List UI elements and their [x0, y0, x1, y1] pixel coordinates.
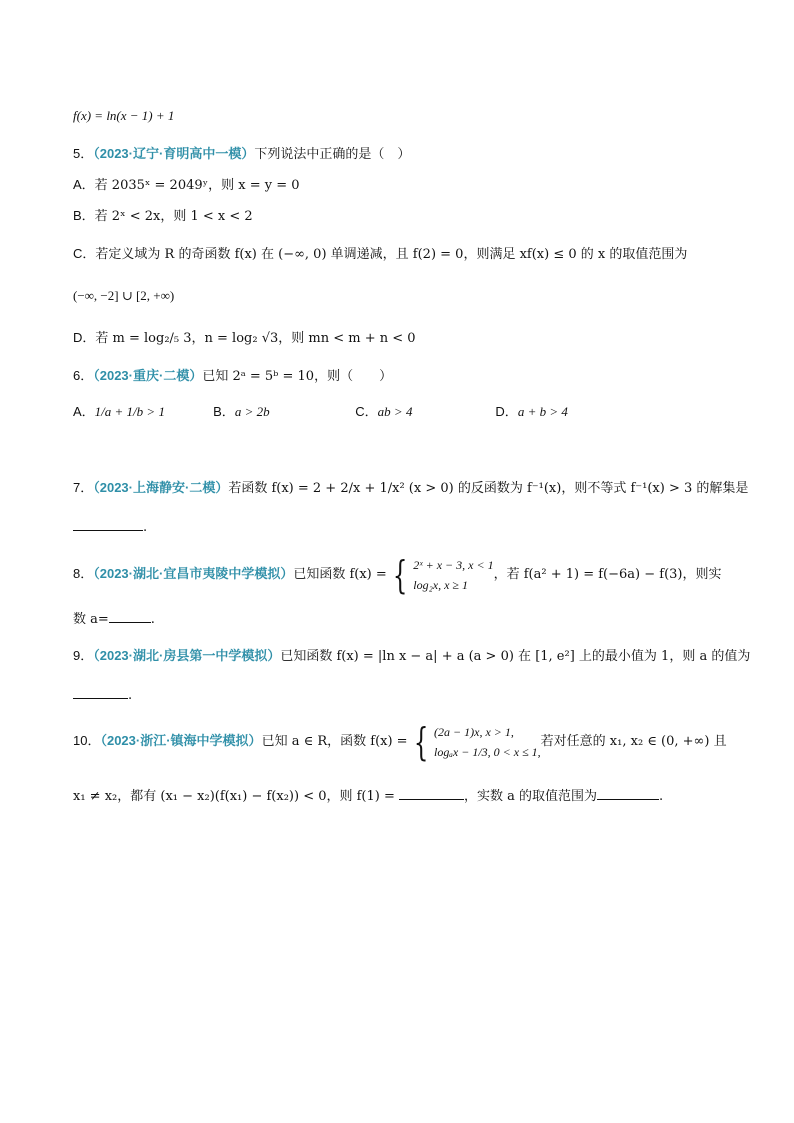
question-text: 已知函数 f(x) =: [293, 567, 387, 582]
piece-2: logₐx − 1/3, 0 < x ≤ 1,: [434, 744, 541, 759]
question-9-answer-line: [73, 686, 132, 705]
question-text: 已知函数 f(x) = |ln x − a| + a (a > 0) 在 [1, e²] 上的最小值为 1，则 a 的值为: [280, 649, 751, 664]
top-formula: f(x) = ln(x − 1) + 1: [73, 108, 175, 123]
question-source: （2023·上海静安·二模）: [93, 480, 229, 495]
brace-icon: {: [413, 719, 429, 764]
question-5-option-a: [73, 176, 300, 195]
period: .: [143, 520, 148, 535]
question-number: 8．: [73, 566, 94, 581]
question-text: 下列说法中正确的是（ ）: [254, 147, 411, 162]
option-b: [213, 403, 351, 422]
question-9-stem: [73, 647, 750, 666]
option-d: [495, 403, 567, 422]
question-8-stem: [73, 553, 721, 595]
question-5-option-d: [73, 329, 416, 348]
question-7-stem: [73, 479, 748, 498]
question-number: 7．: [73, 480, 94, 495]
option-text: a > 2b: [234, 404, 270, 419]
piecewise-definition: [413, 555, 493, 595]
option-a: [73, 403, 209, 422]
option-text: 若 2035ˣ = 2049ʸ，则 x = y = 0: [94, 178, 300, 193]
question-text: 已知 2ᵃ = 5ᵇ = 10，则（ ）: [202, 369, 393, 384]
question-number: 9．: [73, 648, 94, 663]
option-label: B．: [213, 404, 235, 419]
option-label: C．: [355, 404, 378, 419]
question-text: 已知 a ∈ R，函数 f(x) =: [261, 734, 408, 749]
answer-blank-f1[interactable]: [399, 787, 464, 800]
option-label: C．: [73, 246, 96, 261]
option-label: A．: [73, 404, 95, 419]
question-text-cont: 数 a=: [73, 612, 109, 627]
answer-blank[interactable]: [109, 610, 151, 623]
option-label: A．: [73, 177, 95, 192]
question-number: 5．: [73, 146, 94, 161]
period: .: [128, 688, 133, 703]
question-source: （2023·浙江·镇海中学模拟）: [100, 733, 262, 748]
question-text-cont: x₁ ≠ x₂，都有 (x₁ − x₂)(f(x₁) − f(x₂)) < 0，则 f(1) =: [73, 789, 395, 804]
piece-1: 2ˣ + x − 3, x < 1: [413, 557, 494, 572]
option-label: D．: [73, 330, 96, 345]
piece-2: log₂x, x ≥ 1: [413, 577, 468, 592]
question-5-option-b: [73, 207, 253, 226]
question-text-cont: ，若 f(a² + 1) = f(−6a) − f(3)，则实: [493, 567, 722, 582]
answer-blank[interactable]: [73, 686, 128, 699]
period: .: [659, 789, 664, 804]
question-6-options: [73, 403, 633, 422]
option-text: 若 2ˣ < 2x，则 1 < x < 2: [94, 209, 253, 224]
period: .: [150, 612, 155, 627]
question-number: 10．: [73, 733, 101, 748]
option-text: 若 m = log₂/₅ 3，n = log₂ √3，则 mn < m + n < 0: [95, 331, 416, 346]
question-source: （2023·湖北·房县第一中学模拟）: [93, 648, 281, 663]
brace-icon: {: [392, 552, 408, 597]
question-number: 6．: [73, 368, 94, 383]
option-label: D．: [495, 404, 518, 419]
option-text: 1/a + 1/b > 1: [94, 404, 165, 419]
question-8-answer-line: [73, 610, 155, 629]
question-5-option-c-range: (−∞, −2] ∪ [2, +∞): [73, 288, 175, 303]
option-text: 若定义域为 R 的奇函数 f(x) 在 (−∞, 0) 单调递减，且 f(2) = 0，则满足 xf(x) ≤ 0 的 x 的取值范围为: [95, 247, 688, 262]
question-7-answer-line: [73, 518, 147, 537]
question-5-option-c: [73, 245, 687, 264]
question-10-stem: [73, 720, 727, 762]
question-text-cont: ，实数 a 的取值范围为: [464, 789, 598, 804]
option-c: [355, 403, 491, 422]
question-source: （2023·重庆·二模）: [93, 368, 203, 383]
question-text-cont: 若对任意的 x₁, x₂ ∈ (0, +∞) 且: [540, 734, 727, 749]
piece-1: (2a − 1)x, x > 1,: [434, 724, 514, 739]
question-source: （2023·湖北·宜昌市夷陵中学模拟）: [93, 566, 294, 581]
piecewise-definition: [434, 722, 541, 762]
question-source: （2023·辽宁·育明高中一模）: [93, 146, 255, 161]
question-5-stem: [73, 145, 410, 164]
question-text: 若函数 f(x) = 2 + 2/x + 1/x² (x > 0) 的反函数为 f⁻¹(x)，则不等式 f⁻¹(x) > 3 的解集是: [228, 481, 749, 496]
question-6-stem: [73, 367, 392, 386]
option-text: a + b > 4: [517, 404, 568, 419]
question-10-answer-line: [73, 787, 663, 806]
option-label: B．: [73, 208, 95, 223]
answer-blank[interactable]: [73, 518, 143, 531]
answer-blank-range[interactable]: [597, 787, 659, 800]
option-text: ab > 4: [377, 404, 413, 419]
